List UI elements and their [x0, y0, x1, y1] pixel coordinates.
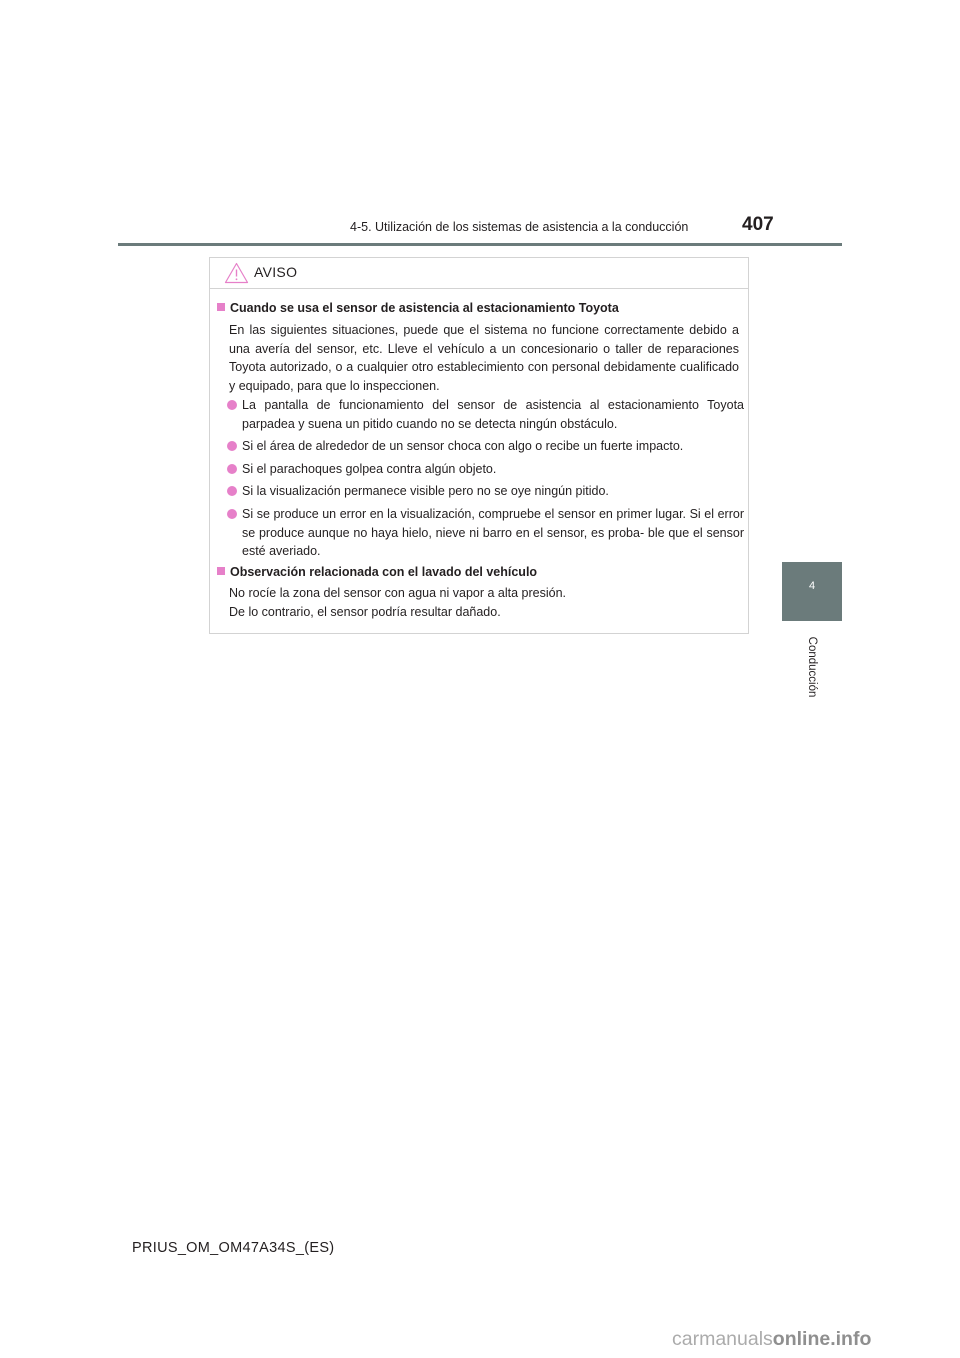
circle-bullet-icon [227, 464, 237, 474]
warning-triangle-icon [224, 262, 249, 284]
paragraph-line: De lo contrario, el sensor podría resultar dañado. [229, 604, 501, 619]
page-number: 407 [742, 214, 774, 235]
square-bullet-icon [217, 567, 225, 575]
watermark: carmanualsonline.info [672, 1328, 872, 1350]
chapter-label: Conducción [806, 636, 818, 698]
section-heading: Cuando se usa el sensor de asistencia al estacionamiento Toyota [217, 299, 619, 318]
square-bullet-icon [217, 303, 225, 311]
circle-bullet-icon [227, 509, 237, 519]
warning-title: AVISO [254, 264, 298, 280]
document-code: PRIUS_OM_OM47A34S_(ES) [132, 1240, 335, 1256]
section-paragraph [229, 584, 739, 621]
header-divider [118, 243, 842, 246]
paragraph-line: No rocíe la zona del sensor con agua ni vapor a alta presión. [229, 586, 567, 600]
circle-bullet-icon [227, 441, 237, 451]
chapter-tab [782, 562, 842, 621]
circle-bullet-icon [227, 486, 237, 496]
section-heading: Observación relacionada con el lavado del vehículo [217, 563, 537, 582]
warning-box [209, 257, 749, 634]
warning-header [210, 258, 748, 289]
section-paragraph: En las siguientes situaciones, puede que el sistema no funcione correctamente debido a una avería del sensor, etc. Lleve el vehículo a un concesionario o taller de reparaciones Toyota autorizado, o a cualquier otro establecimiento con personal debidamente cualificado y equipado, para que lo inspeccionen. [229, 323, 739, 394]
warning-body: Cuando se usa el sensor de asistencia al estacionamiento Toyota En las siguientes situaciones, puede que el sistema no funcione correctamente debido a una avería del sensor, etc. Lleve el vehículo a un concesionario o taller de reparaciones Toyota autorizado, o a cualquier otro establecimiento con personal debidamente cualificado y equipado, para que lo inspeccionen. La pantalla de funcionamiento del sensor de asistencia al estacionamiento Toyota parpadea y suena un pitido cuando no se detecta ningún obstáculo. Si el área de alrededor de un sensor choca con algo o recibe un fuerte impacto. Si el parachoques golpea contra algún objeto. Si la visualización permanece visible pero no se oye ningún pitido. Si se produce un error en la visualización, compruebe el sensor en primer lugar. Si el error se produce aunque no haya hielo, nieve ni barro en el sensor, es proba- ble que el sensor esté averiado. Observación relacionada con el lavado del vehículo No rocíe la zona del sensor con agua ni vapor a alta presión. De lo contrario, el sensor podría resultar dañado. [210, 289, 748, 633]
section-title: 4-5. Utilización de los sistemas de asistencia a la conducción [350, 220, 689, 234]
circle-bullet-icon [227, 400, 237, 410]
chapter-number: 4 [808, 580, 816, 592]
